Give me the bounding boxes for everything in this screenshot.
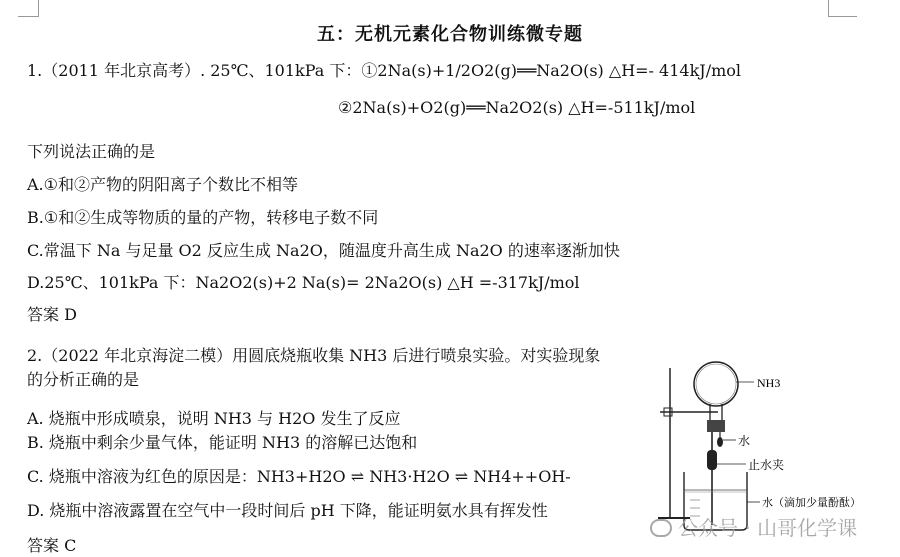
q2-option-a: A. 烧瓶中形成喷泉，说明 NH3 与 H2O 发生了反应 [27, 409, 401, 428]
q2-option-b: B. 烧瓶中剩余少量气体，能证明 NH3 的溶解已达饱和 [27, 433, 418, 452]
q2-option-d: D. 烧瓶中溶液露置在空气中一段时间后 pH 下降，能证明氨水具有挥发性 [27, 501, 548, 520]
q1-answer: 答案 D [27, 305, 77, 324]
corner-mark-right [828, 0, 857, 17]
q1-option-d: D.25℃、101kPa 下：Na2O2(s)+2 Na(s)= 2Na2O(s) △H =-317kJ/mol [27, 273, 580, 292]
q1-option-b: B.①和②生成等物质的量的产物，转移电子数不同 [27, 208, 379, 227]
q1-stem: 下列说法正确的是 [27, 142, 156, 161]
q1-option-c: C.常温下 Na 与足量 O2 反应生成 Na2O，随温度升高生成 Na2O 的速率逐渐加快 [27, 241, 620, 260]
label-beaker: 水（滴加少量酚酞） [762, 496, 861, 509]
q1-option-a: A.①和②产物的阴阳离子个数比不相等 [27, 175, 298, 194]
label-water: 水 [738, 434, 751, 448]
label-nh3: NH3 [757, 376, 781, 390]
q2-answer: 答案 C [27, 536, 77, 555]
q1-line2: ②2Na(s)+O2(g)══Na2O2(s) △H=-511kJ/mol [338, 98, 696, 117]
q2-stem-line1: 2.（2022 年北京海淀二模）用圆底烧瓶收集 NH3 后进行喷泉实验。对实验现象 [27, 346, 601, 365]
label-stopcock-clamp: 止水夹 [748, 458, 785, 472]
q1-line1: 1.（2011 年北京高考）. 25℃、101kPa 下：①2Na(s)+1/2O2(g)══Na2O(s) △H=- 414kJ/mol [27, 61, 742, 80]
watermark [650, 512, 857, 541]
q2-option-c: C. 烧瓶中溶液为红色的原因是：NH3+H2O ⇌ NH3·H2O ⇌ NH4++OH- [27, 467, 571, 486]
wechat-icon [650, 519, 672, 537]
corner-mark-left [18, 0, 39, 17]
q2-stem-line2: 的分析正确的是 [27, 370, 140, 389]
page-title: 五：无机元素化合物训练微专题 [317, 24, 583, 45]
watermark-text: 公众号 · 山哥化学课 [678, 516, 858, 540]
